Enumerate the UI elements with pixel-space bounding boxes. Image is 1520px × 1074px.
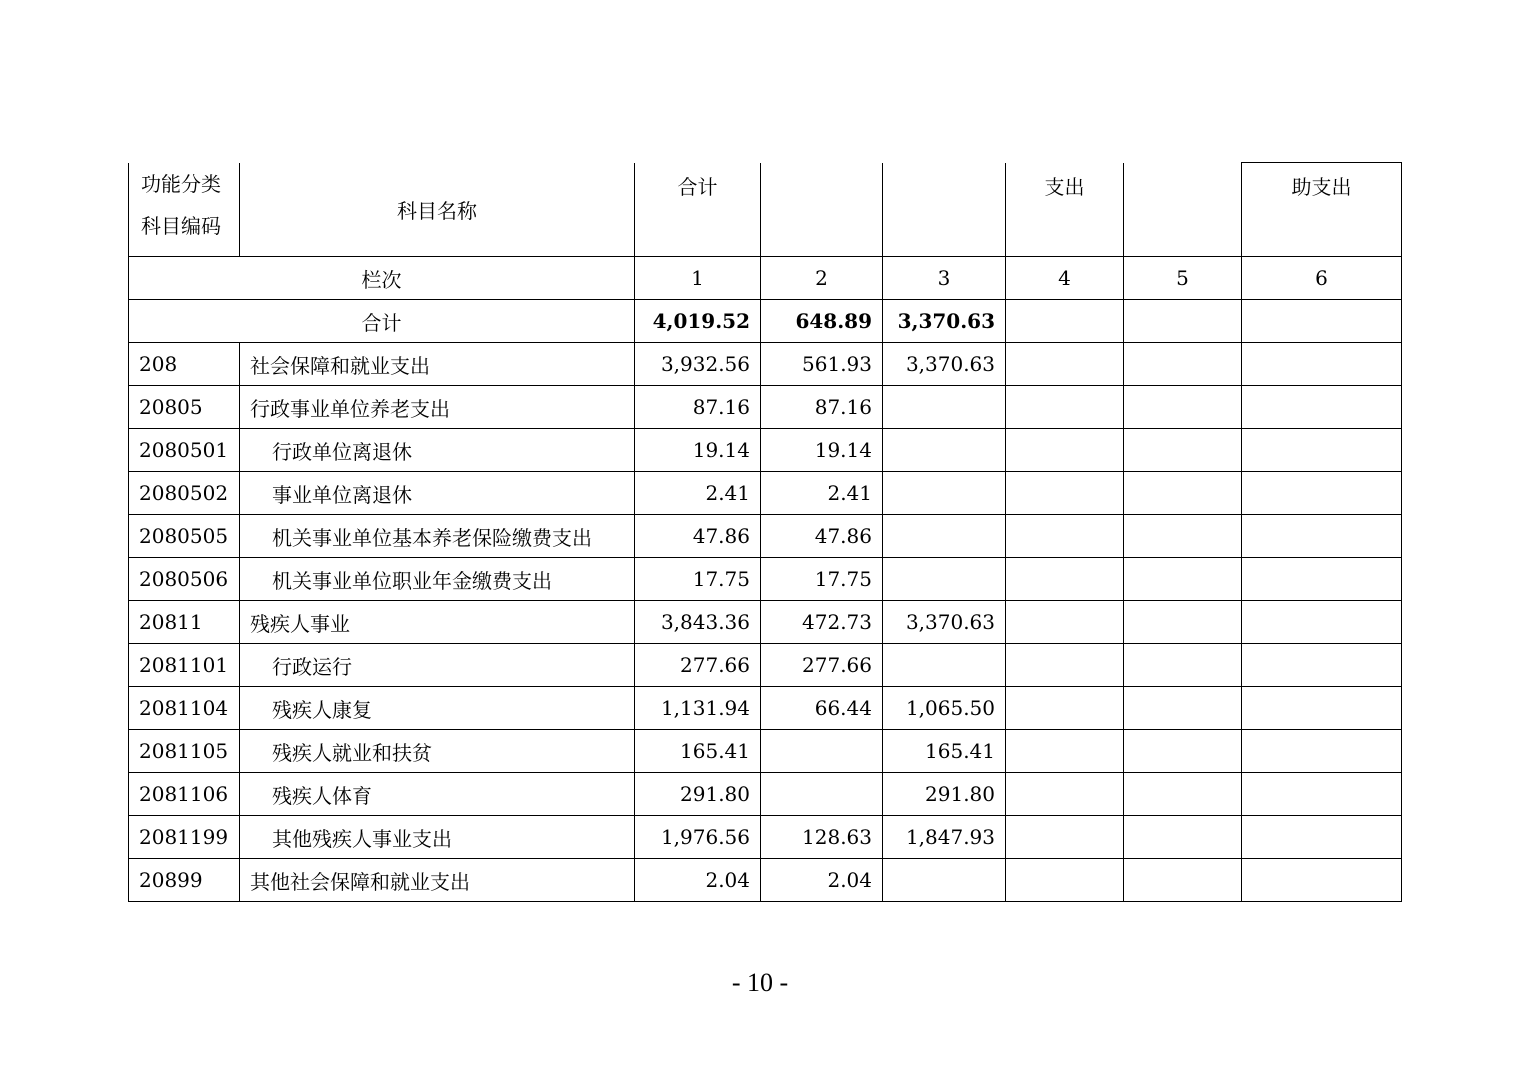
table-row	[129, 472, 1402, 515]
row-name: 事业单位离退休	[240, 472, 635, 515]
row-value	[1006, 558, 1124, 601]
header-code-cell	[129, 163, 240, 257]
total-value: 3,370.63	[883, 300, 1006, 343]
row-value	[883, 386, 1006, 429]
row-value: 561.93	[761, 343, 883, 386]
row-value: 165.41	[635, 730, 761, 773]
header-col1: 合计	[635, 163, 761, 257]
row-value: 2.41	[761, 472, 883, 515]
row-value	[1006, 816, 1124, 859]
table-row	[129, 687, 1402, 730]
row-value	[1006, 343, 1124, 386]
row-value	[1124, 730, 1242, 773]
row-value: 17.75	[635, 558, 761, 601]
row-value: 2.41	[635, 472, 761, 515]
row-value: 3,932.56	[635, 343, 761, 386]
header-col5	[1124, 163, 1242, 257]
row-value	[1124, 687, 1242, 730]
index-num: 5	[1124, 257, 1242, 300]
header-col6: 助支出	[1242, 163, 1402, 257]
row-value: 291.80	[635, 773, 761, 816]
index-label: 栏次	[129, 257, 635, 300]
row-value	[1006, 472, 1124, 515]
row-value	[883, 644, 1006, 687]
row-value	[1242, 386, 1402, 429]
index-row	[129, 257, 1402, 300]
row-value	[1006, 773, 1124, 816]
row-code: 20805	[129, 386, 240, 429]
row-value	[883, 859, 1006, 902]
row-name: 其他社会保障和就业支出	[240, 859, 635, 902]
row-value	[883, 472, 1006, 515]
row-value	[1242, 644, 1402, 687]
row-name: 行政事业单位养老支出	[240, 386, 635, 429]
row-value: 87.16	[635, 386, 761, 429]
row-value	[883, 515, 1006, 558]
row-value	[1124, 644, 1242, 687]
row-value	[1124, 601, 1242, 644]
index-num: 2	[761, 257, 883, 300]
table-row	[129, 601, 1402, 644]
row-code: 208	[129, 343, 240, 386]
row-code: 2081106	[129, 773, 240, 816]
table-row	[129, 558, 1402, 601]
row-value: 165.41	[883, 730, 1006, 773]
row-value: 87.16	[761, 386, 883, 429]
row-code: 20899	[129, 859, 240, 902]
index-num: 6	[1242, 257, 1402, 300]
row-value	[1124, 472, 1242, 515]
table-row	[129, 730, 1402, 773]
row-value: 17.75	[761, 558, 883, 601]
header-col3	[883, 163, 1006, 257]
row-name: 残疾人体育	[240, 773, 635, 816]
row-value	[1242, 343, 1402, 386]
row-value	[1006, 859, 1124, 902]
row-value	[883, 429, 1006, 472]
row-value: 19.14	[761, 429, 883, 472]
budget-table	[128, 162, 1402, 902]
row-value	[761, 773, 883, 816]
row-value	[1242, 859, 1402, 902]
row-value	[1242, 429, 1402, 472]
table-row	[129, 515, 1402, 558]
row-name: 行政单位离退休	[240, 429, 635, 472]
row-value: 277.66	[635, 644, 761, 687]
row-code: 2080505	[129, 515, 240, 558]
header-name-cell: 科目名称	[240, 163, 635, 257]
row-value: 3,843.36	[635, 601, 761, 644]
row-value	[1006, 730, 1124, 773]
row-value	[761, 730, 883, 773]
header-col2	[761, 163, 883, 257]
row-value: 291.80	[883, 773, 1006, 816]
row-value	[1242, 687, 1402, 730]
row-value	[1006, 644, 1124, 687]
row-value: 472.73	[761, 601, 883, 644]
total-value: 648.89	[761, 300, 883, 343]
row-value	[1124, 773, 1242, 816]
row-value	[1242, 472, 1402, 515]
row-value: 1,065.50	[883, 687, 1006, 730]
row-value	[1006, 515, 1124, 558]
row-value	[1124, 386, 1242, 429]
row-code: 20811	[129, 601, 240, 644]
row-value	[1242, 515, 1402, 558]
row-value	[1242, 773, 1402, 816]
row-value	[1124, 816, 1242, 859]
row-value: 2.04	[635, 859, 761, 902]
row-name: 残疾人康复	[240, 687, 635, 730]
row-code: 2081199	[129, 816, 240, 859]
row-value	[883, 558, 1006, 601]
table-row	[129, 429, 1402, 472]
row-name: 残疾人事业	[240, 601, 635, 644]
row-value	[1124, 859, 1242, 902]
row-value: 1,976.56	[635, 816, 761, 859]
page-number: - 10 -	[731, 968, 789, 997]
table-row	[129, 859, 1402, 902]
row-name: 其他残疾人事业支出	[240, 816, 635, 859]
total-value	[1242, 300, 1402, 343]
row-name: 残疾人就业和扶贫	[240, 730, 635, 773]
row-value	[1124, 343, 1242, 386]
header-col4: 支出	[1006, 163, 1124, 257]
row-code: 2080501	[129, 429, 240, 472]
row-value	[1124, 558, 1242, 601]
row-value	[1006, 386, 1124, 429]
header-code-line1: 功能分类	[141, 171, 221, 196]
row-value: 47.86	[761, 515, 883, 558]
row-value: 19.14	[635, 429, 761, 472]
row-value: 2.04	[761, 859, 883, 902]
table-header-row	[129, 163, 1402, 257]
total-row	[129, 300, 1402, 343]
row-value: 3,370.63	[883, 601, 1006, 644]
row-value: 3,370.63	[883, 343, 1006, 386]
row-value	[1242, 558, 1402, 601]
index-num: 4	[1006, 257, 1124, 300]
table-row	[129, 343, 1402, 386]
index-num: 1	[635, 257, 761, 300]
row-code: 2080502	[129, 472, 240, 515]
row-value	[1242, 816, 1402, 859]
row-value: 277.66	[761, 644, 883, 687]
row-name: 机关事业单位职业年金缴费支出	[240, 558, 635, 601]
row-value: 66.44	[761, 687, 883, 730]
total-label: 合计	[129, 300, 635, 343]
row-value	[1124, 429, 1242, 472]
table-row	[129, 644, 1402, 687]
index-num: 3	[883, 257, 1006, 300]
row-name: 社会保障和就业支出	[240, 343, 635, 386]
total-value: 4,019.52	[635, 300, 761, 343]
total-value	[1124, 300, 1242, 343]
row-value	[1124, 515, 1242, 558]
row-name: 机关事业单位基本养老保险缴费支出	[240, 515, 635, 558]
total-value	[1006, 300, 1124, 343]
table-row	[129, 386, 1402, 429]
row-code: 2081101	[129, 644, 240, 687]
row-code: 2081105	[129, 730, 240, 773]
row-value: 47.86	[635, 515, 761, 558]
row-value	[1006, 429, 1124, 472]
table-row	[129, 773, 1402, 816]
header-code-line2: 科目编码	[141, 213, 221, 238]
row-value	[1242, 601, 1402, 644]
row-value: 128.63	[761, 816, 883, 859]
row-code: 2081104	[129, 687, 240, 730]
row-value	[1006, 601, 1124, 644]
row-value: 1,131.94	[635, 687, 761, 730]
row-value	[1006, 687, 1124, 730]
row-code: 2080506	[129, 558, 240, 601]
row-value	[1242, 730, 1402, 773]
row-value: 1,847.93	[883, 816, 1006, 859]
table-row	[129, 816, 1402, 859]
row-name: 行政运行	[240, 644, 635, 687]
